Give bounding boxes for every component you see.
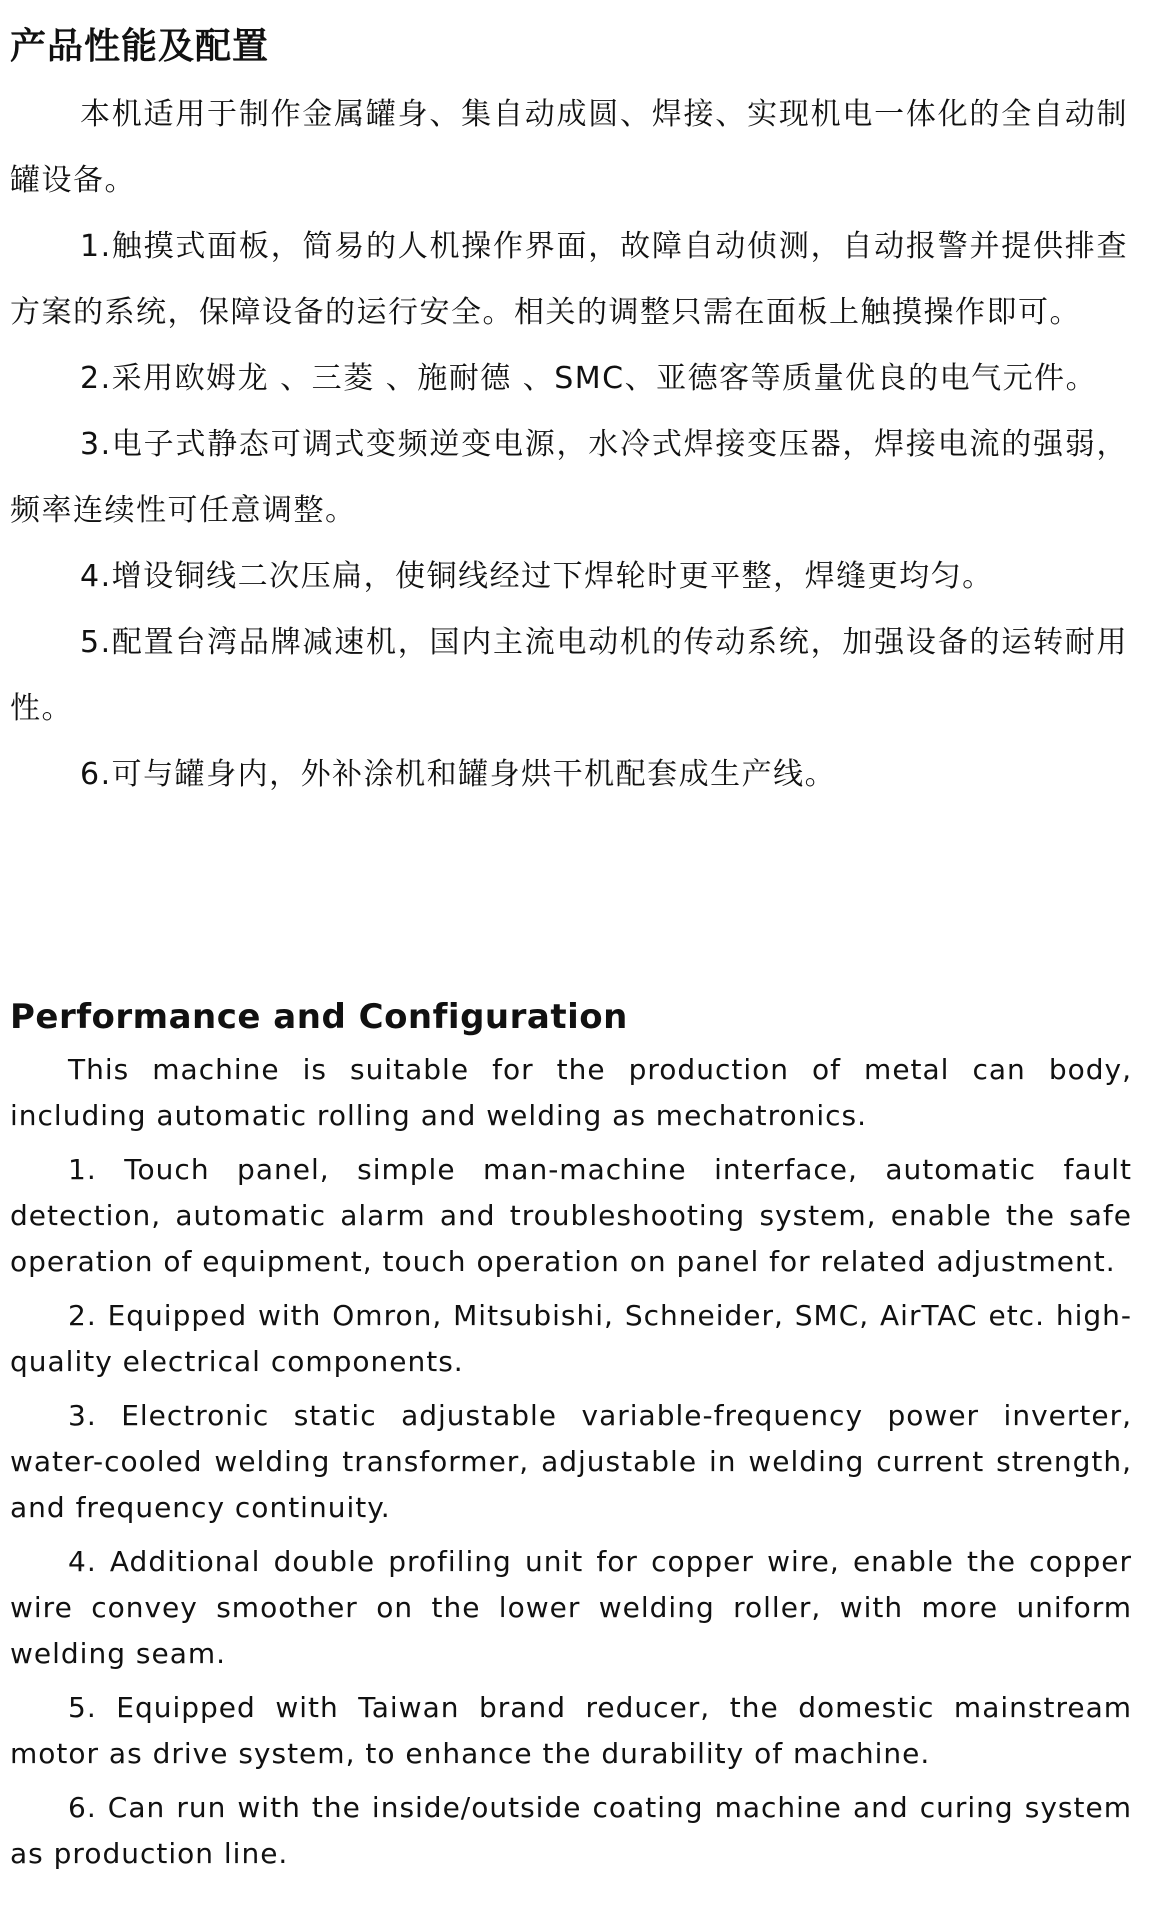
english-feature-6: 6. Can run with the inside/outside coating machine and curing system as production line.: [10, 1791, 1132, 1870]
english-intro-paragraph: This machine is suitable for the production of metal can body, including automatic rolling and welding as mechatronics.: [10, 1053, 1132, 1132]
chinese-feature-1: 1.触摸式面板，简易的人机操作界面，故障自动侦测，自动报警并提供排查方案的系统，保障设备的运行安全。相关的调整只需在面板上触摸操作即可。: [10, 229, 1128, 330]
chinese-feature-3: 3.电子式静态可调式变频逆变电源，水冷式焊接变压器，焊接电流的强弱，频率连续性可任意调整。: [10, 427, 1128, 528]
english-section: [10, 995, 1132, 1885]
chinese-intro-paragraph: 本机适用于制作金属罐身、集自动成圆、焊接、实现机电一体化的全自动制罐设备。: [10, 97, 1128, 198]
english-feature-4: 4. Additional double profiling unit for copper wire, enable the copper wire convey smoother on the lower welding roller, with more uniform welding seam.: [10, 1545, 1132, 1670]
chinese-feature-2: 2.采用欧姆龙 、三菱 、施耐德 、SMC、亚德客等质量优良的电气元件。: [80, 361, 1098, 396]
english-title: Performance and Configuration: [10, 997, 628, 1037]
english-feature-3: 3. Electronic static adjustable variable-frequency power inverter, water-cooled welding transformer, adjustable in welding current strength, and frequency continuity.: [10, 1399, 1132, 1524]
chinese-section: [10, 22, 1128, 808]
chinese-feature-5: 5.配置台湾品牌减速机，国内主流电动机的传动系统，加强设备的运转耐用性。: [10, 625, 1128, 726]
english-feature-2: 2. Equipped with Omron, Mitsubishi, Schneider, SMC, AirTAC etc. high-quality electrical components.: [10, 1299, 1132, 1378]
chinese-feature-6: 6.可与罐身内，外补涂机和罐身烘干机配套成生产线。: [80, 757, 837, 792]
chinese-title: 产品性能及配置: [10, 26, 270, 67]
english-feature-1: 1. Touch panel, simple man-machine interface, automatic fault detection, automatic alarm and troubleshooting system, enable the safe operation of equipment, touch operation on panel for related adjustment.: [10, 1153, 1132, 1278]
english-feature-5: 5. Equipped with Taiwan brand reducer, the domestic mainstream motor as drive system, to enhance the durability of machine.: [10, 1691, 1132, 1770]
chinese-feature-4: 4.增设铜线二次压扁，使铜线经过下焊轮时更平整，焊缝更均匀。: [80, 559, 994, 594]
